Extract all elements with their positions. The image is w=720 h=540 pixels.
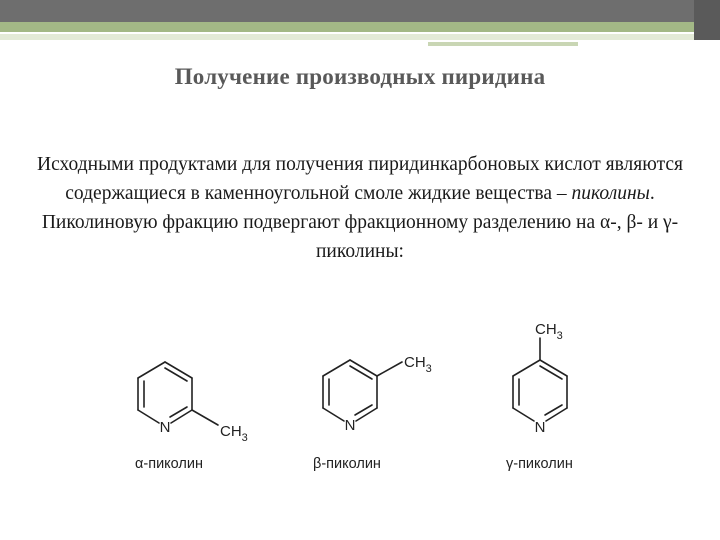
- header-corner-block: [694, 0, 720, 40]
- header-band-green: [0, 22, 720, 32]
- beta-nitrogen-label: N: [344, 417, 356, 434]
- alpha-picoline-structure: [120, 350, 270, 450]
- header-band-light: [0, 34, 720, 40]
- gamma-picoline-caption: γ-пиколин: [506, 456, 573, 472]
- gamma-nitrogen-label: N: [534, 419, 546, 436]
- svg-text:CH3: [404, 354, 432, 375]
- body-text-part2: . Пиколиновую фракцию подвергают фракционному разделению на α-, β- и γ-пиколины:: [41, 183, 679, 262]
- alpha-picoline-caption: α-пиколин: [135, 456, 203, 472]
- beta-methyl-subscript: 3: [425, 363, 432, 375]
- beta-picoline-caption: β-пиколин: [313, 456, 381, 472]
- gamma-methyl-subscript: 3: [556, 330, 563, 342]
- header-band-dark: [0, 0, 720, 22]
- beta-picoline-structure: [305, 345, 455, 445]
- alpha-methyl-label: CH: [220, 423, 242, 440]
- alpha-nitrogen-label: N: [159, 419, 171, 436]
- svg-text:CH3: [220, 423, 248, 444]
- body-paragraph: [20, 150, 700, 266]
- body-text-part1: Исходными продуктами для получения пиридинкарбоновых кислот являются содержащиеся в каменноугольной смоле жидкие вещества –: [37, 154, 683, 204]
- body-text-emphasis: пиколины: [571, 183, 650, 204]
- gamma-methyl-label: CH: [535, 321, 557, 338]
- gamma-picoline-structure: [495, 318, 645, 448]
- alpha-methyl-subscript: 3: [241, 432, 248, 444]
- slide-title: Получение производных пиридина: [174, 64, 546, 89]
- beta-methyl-label: CH: [404, 354, 426, 371]
- svg-text:CH3: [535, 321, 563, 342]
- header-accent-line: [428, 42, 578, 46]
